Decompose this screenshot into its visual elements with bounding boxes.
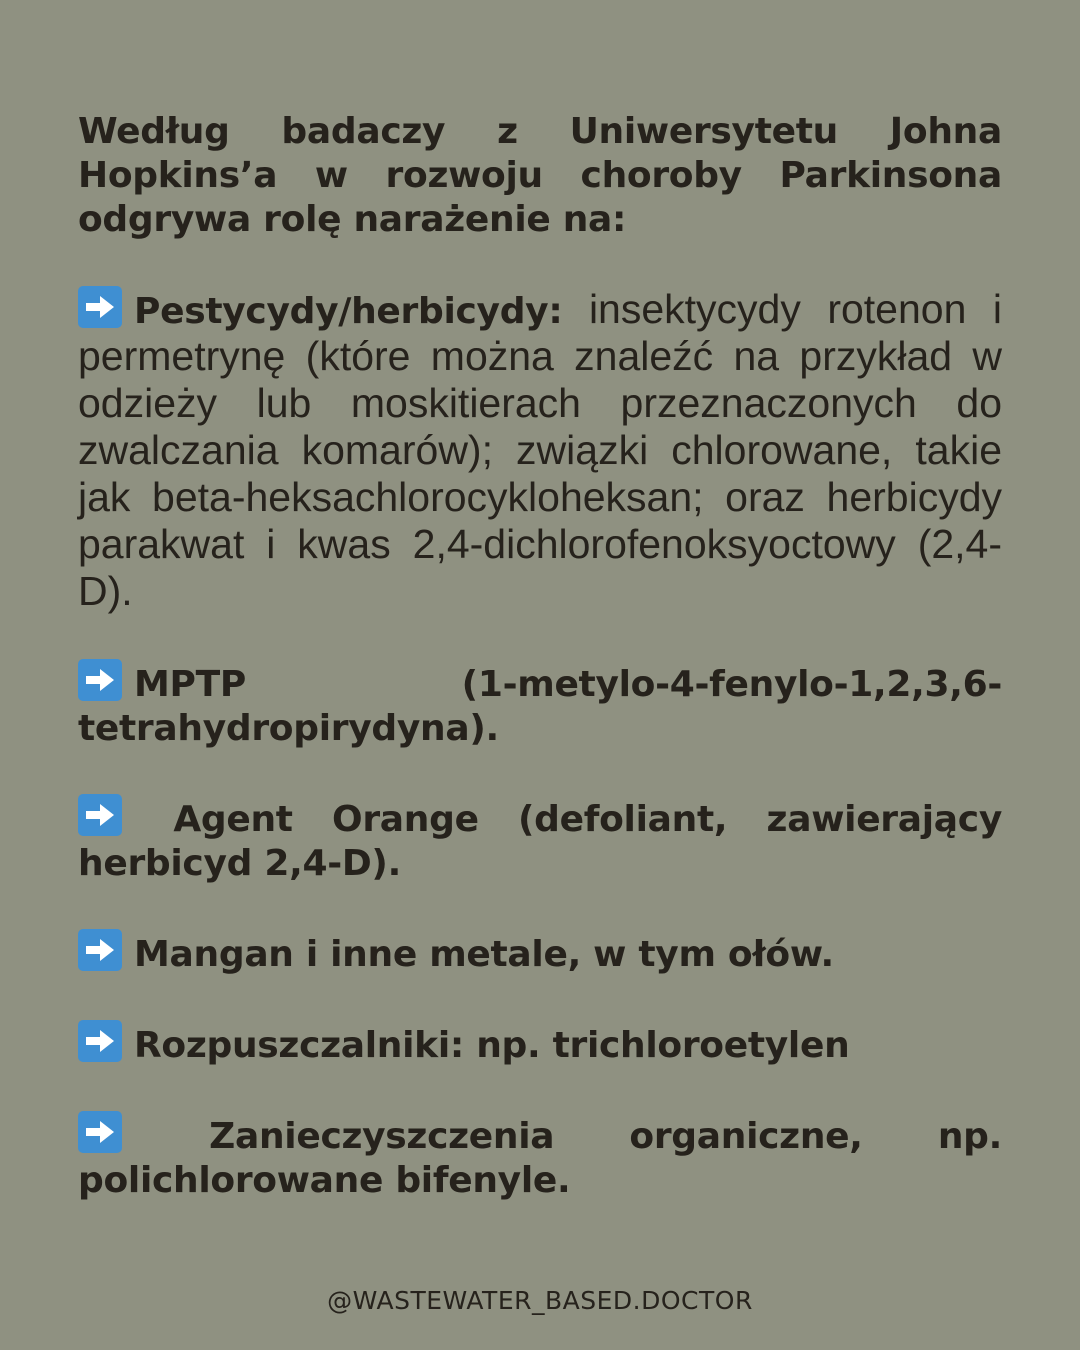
content <box>78 110 1002 1246</box>
item-body: insektycydy rotenon i permetrynę (które można znaleźć na przykład w odzieży lub moskitierach przeznaczonych do zwalczania komarów); związki chlorowane, takie jak beta-heksachlorocykloheksan; oraz herbicydy parakwat i kwas 2,4-dichlorofenoksyoctowy (2,4-D). <box>78 286 1002 614</box>
item-text: Rozpuszczalniki: np. trichloroetylen <box>134 1025 850 1066</box>
item-text: Agent Orange (defoliant, zawierający herbicyd 2,4-D). <box>78 799 1002 884</box>
item-text: Zanieczyszczenia organiczne, np. polichlorowane bifenyle. <box>78 1116 1002 1201</box>
right-arrow-icon <box>78 1020 122 1062</box>
list-item-organic-pollutants <box>78 1111 1002 1203</box>
item-text: Mangan i inne metale, w tym ołów. <box>134 934 834 975</box>
right-arrow-icon <box>78 286 122 328</box>
list-item-pesticides <box>78 286 1002 616</box>
footer-handle: @WASTEWATER_BASED.DOCTOR <box>327 1286 753 1315</box>
right-arrow-icon <box>78 794 122 836</box>
list-item-mptp <box>78 659 1002 751</box>
right-arrow-icon <box>78 929 122 971</box>
list-item-solvents <box>78 1020 1002 1068</box>
item-heading: Pestycydy/herbicydy: <box>134 291 563 332</box>
item-text: MPTP (1-metylo-4-fenylo-1,2,3,6-tetrahydropirydyna). <box>78 664 1002 749</box>
intro-text: Według badaczy z Uniwersytetu Johna Hopkins’a w rozwoju choroby Parkinsona odgrywa rolę narażenie na: <box>78 111 1002 240</box>
list-item-manganese <box>78 929 1002 977</box>
list-item-agent-orange <box>78 794 1002 886</box>
right-arrow-icon <box>78 659 122 701</box>
right-arrow-icon <box>78 1111 122 1153</box>
